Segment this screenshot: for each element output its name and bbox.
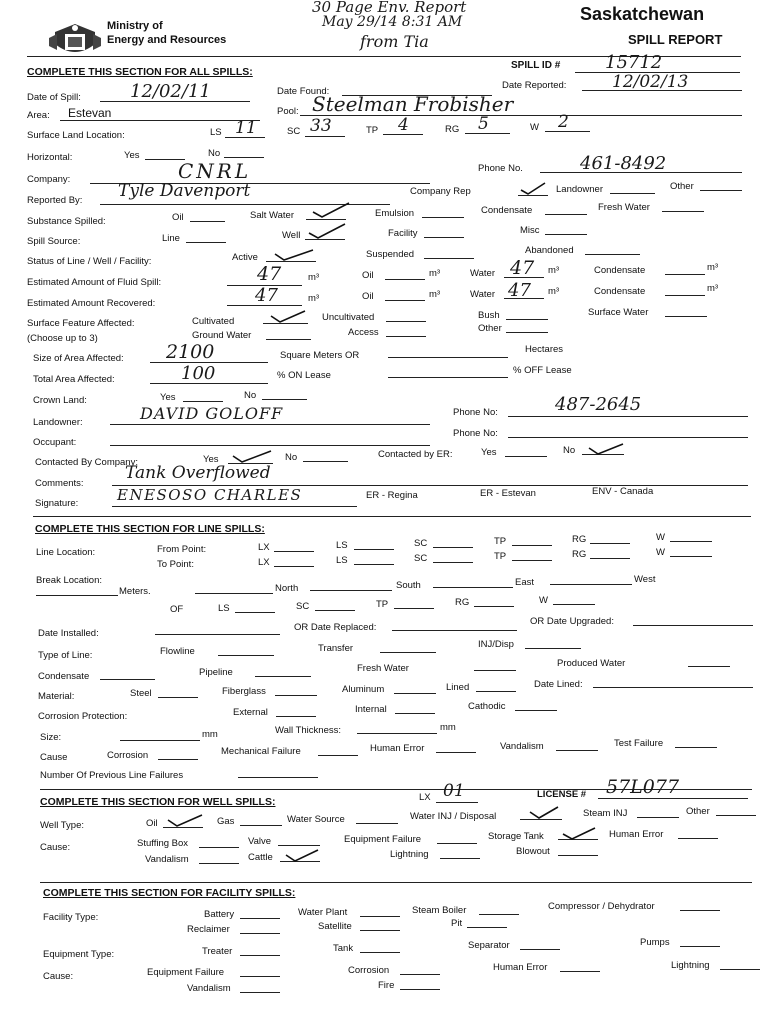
facility-cause-label: Cause:	[43, 971, 74, 982]
water-recovered-value: 47	[508, 280, 531, 301]
to-tp-label: TP	[494, 551, 507, 562]
w-label: W	[530, 122, 539, 133]
company-label: Company:	[27, 174, 71, 185]
other-feature-label: Other	[478, 323, 502, 334]
access-label: Access	[348, 327, 379, 338]
to-lx-label: LX	[258, 557, 270, 568]
source-misc-label: Misc	[520, 225, 540, 236]
phone-label: Phone No.	[478, 163, 523, 174]
of-sc-label: SC	[296, 601, 310, 612]
steel-label: Steel	[130, 688, 152, 699]
er-estevan-label: ER - Estevan	[480, 488, 536, 499]
south-label: South	[396, 580, 421, 591]
cultivated-label: Cultivated	[192, 316, 235, 327]
date-installed-label: Date Installed:	[38, 628, 99, 639]
company-rep-check-icon	[518, 180, 548, 196]
est-recovered-value: 47	[255, 285, 278, 306]
previous-failures-label: Number Of Previous Line Failures	[40, 770, 184, 781]
east-label: East	[515, 577, 535, 588]
recovered-condensate-m3-label: m³	[707, 283, 719, 294]
contacted-yes-label: Yes	[203, 454, 219, 465]
line-vandalism-label: Vandalism	[500, 741, 544, 752]
est-recovered-label: Estimated Amount Recovered:	[27, 298, 156, 309]
water-inj-check-icon	[527, 804, 561, 820]
spill-oil-label: Oil	[362, 270, 374, 281]
from-sc-label: SC	[414, 538, 428, 549]
contacted-by-company-label: Contacted By Company:	[35, 457, 138, 468]
est-spill-label: Estimated Amount of Fluid Spill:	[27, 277, 162, 288]
rg-label: RG	[445, 124, 460, 135]
other-label: Other	[670, 181, 694, 192]
reported-by-value: Tyle Davenport	[118, 181, 251, 201]
comments-value: Tank Overflowed	[125, 463, 271, 483]
external-label: External	[233, 707, 268, 718]
from-tp-label: TP	[494, 536, 507, 547]
spill-id-label: SPILL ID #	[511, 60, 561, 71]
square-meters-label: Square Meters OR	[280, 350, 360, 361]
cattle-check-icon	[283, 847, 321, 863]
valve-label: Valve	[248, 836, 272, 847]
sc-value: 33	[310, 116, 332, 136]
well-type-label: Well Type:	[40, 820, 85, 831]
from-point-label: From Point:	[157, 544, 207, 555]
facility-lightning-label: Lightning	[671, 960, 710, 971]
source-well-label: Well	[282, 230, 301, 241]
phone-value: 461-8492	[580, 153, 667, 174]
steam-inj-label: Steam INJ	[583, 808, 628, 819]
of-label: OF	[170, 604, 184, 615]
handwritten-note-1: 30 Page Env. Report	[312, 0, 467, 16]
of-ls-label: LS	[218, 603, 230, 614]
substance-emulsion-label: Emulsion	[375, 208, 415, 219]
satellite-label: Satellite	[318, 921, 352, 932]
all-spills-heading: COMPLETE THIS SECTION FOR ALL SPILLS:	[27, 66, 253, 78]
pumps-label: Pumps	[640, 937, 670, 948]
spill-source-label: Spill Source:	[27, 236, 81, 247]
from-rg-label: RG	[572, 534, 587, 545]
occupant-label: Occupant:	[33, 437, 77, 448]
status-label: Status of Line / Well / Facility:	[27, 256, 152, 267]
treater-label: Treater	[202, 946, 233, 957]
to-ls-label: LS	[336, 555, 348, 566]
license-value: 57L077	[606, 776, 680, 798]
water-source-label: Water Source	[287, 814, 345, 825]
facility-spills-heading: COMPLETE THIS SECTION FOR FACILITY SPILLS:	[43, 887, 296, 899]
size-area-value: 2100	[166, 341, 215, 363]
flowline-label: Flowline	[160, 646, 195, 657]
line-fresh-water-label: Fresh Water	[357, 663, 409, 674]
landowner-label: Landowner:	[33, 417, 83, 428]
from-lx-label: LX	[258, 542, 270, 553]
ministry-line-1: Ministry of	[107, 20, 163, 32]
substance-label: Substance Spilled:	[27, 216, 106, 227]
line-corrosion-label: Corrosion	[107, 750, 149, 761]
recovered-water-label: Water	[470, 289, 495, 300]
sc-label: SC	[287, 126, 301, 137]
battery-label: Battery	[204, 909, 235, 920]
er-no-label: No	[563, 445, 576, 456]
type-of-line-label: Type of Line:	[38, 650, 93, 661]
well-other-label: Other	[686, 806, 710, 817]
well-gas-label: Gas	[217, 816, 235, 827]
spill-water-label: Water	[470, 268, 495, 279]
tank-label: Tank	[333, 943, 354, 954]
date-of-spill-label: Date of Spill:	[27, 92, 81, 103]
size-mm-label: mm	[202, 729, 218, 740]
salt-water-check-icon	[310, 201, 352, 219]
status-active-label: Active	[232, 252, 258, 263]
recovered-condensate-label: Condensate	[594, 286, 646, 297]
ground-water-label: Ground Water	[192, 330, 252, 341]
or-date-upgraded-label: OR Date Upgraded:	[530, 616, 614, 627]
hectares-label: Hectares	[525, 344, 564, 355]
well-oil-check-icon	[165, 812, 205, 828]
pit-label: Pit	[451, 918, 463, 929]
crown-land-label: Crown Land:	[33, 395, 87, 406]
er-yes-label: Yes	[481, 447, 497, 458]
phone-2-label: Phone No:	[453, 407, 498, 418]
storage-tank-label: Storage Tank	[488, 831, 544, 842]
of-w-label: W	[539, 595, 548, 606]
to-sc-label: SC	[414, 553, 428, 564]
from-ls-label: LS	[336, 540, 348, 551]
contacted-yes-check-icon	[230, 448, 274, 464]
status-suspended-label: Suspended	[366, 249, 415, 260]
date-found-label: Date Found:	[277, 86, 330, 97]
well-vandalism-label: Vandalism	[145, 854, 189, 865]
ls-value: 11	[235, 118, 257, 138]
well-lx-label: LX	[419, 792, 431, 803]
date-reported-label: Date Reported:	[502, 80, 567, 91]
surface-feature-label: Surface Feature Affected:	[27, 318, 135, 329]
recovered-water-m3-label: m³	[548, 286, 560, 297]
pipeline-label: Pipeline	[199, 667, 233, 678]
facility-vandalism-label: Vandalism	[187, 983, 231, 994]
aluminum-label: Aluminum	[342, 684, 385, 695]
saskatchewan-crest-icon	[47, 20, 103, 60]
date-of-spill-value: 12/02/11	[130, 81, 211, 102]
source-facility-label: Facility	[388, 228, 418, 239]
choose-label: (Choose up to 3)	[27, 333, 98, 344]
spill-m3-label: m³	[308, 272, 320, 283]
cattle-label: Cattle	[248, 852, 273, 863]
horizontal-label: Horizontal:	[27, 152, 73, 163]
transfer-label: Transfer	[318, 643, 354, 654]
signature-value: ENESOSO CHARLES	[117, 486, 303, 504]
bush-label: Bush	[478, 310, 500, 321]
break-location-label: Break Location:	[36, 575, 103, 586]
reclaimer-label: Reclaimer	[187, 924, 230, 935]
substance-fresh-water-label: Fresh Water	[598, 202, 650, 213]
date-reported-value: 12/02/13	[612, 72, 689, 92]
wall-thickness-label: Wall Thickness:	[275, 725, 341, 736]
west-label: West	[634, 574, 656, 585]
pool-label: Pool:	[277, 106, 299, 117]
compressor-label: Compressor / Dehydrator	[548, 901, 655, 912]
spill-condensate-m3-label: m³	[707, 262, 719, 273]
substance-condensate-label: Condensate	[481, 205, 533, 216]
on-lease-label: % ON Lease	[277, 370, 331, 381]
water-plant-label: Water Plant	[298, 907, 348, 918]
material-label: Material:	[38, 691, 75, 702]
rg-value: 5	[478, 114, 489, 134]
well-lightning-label: Lightning	[390, 849, 429, 860]
landowner-option-label: Landowner	[556, 184, 604, 195]
landowner-value: DAVID GOLOFF	[140, 404, 284, 423]
north-label: North	[275, 583, 299, 594]
off-lease-label: % OFF Lease	[513, 365, 572, 376]
facility-equipment-failure-label: Equipment Failure	[147, 967, 225, 978]
contacted-er-label: Contacted by ER:	[378, 449, 453, 460]
facility-corrosion-label: Corrosion	[348, 965, 390, 976]
surface-land-label: Surface Land Location:	[27, 130, 125, 141]
spill-id-value: 15712	[605, 52, 663, 73]
line-condensate-label: Condensate	[38, 671, 90, 682]
recovered-oil-m3-label: m³	[429, 289, 441, 300]
substance-salt-water-label: Salt Water	[250, 210, 294, 221]
active-check-icon	[272, 246, 316, 262]
total-area-label: Total Area Affected:	[33, 374, 115, 385]
surface-water-label: Surface Water	[588, 307, 649, 318]
env-canada-label: ENV - Canada	[592, 486, 654, 497]
horizontal-yes-label: Yes	[124, 150, 140, 161]
total-area-value: 100	[181, 363, 216, 384]
horizontal-no-label: No	[208, 148, 221, 159]
status-abandoned-label: Abandoned	[525, 245, 574, 256]
w-value: 2	[558, 112, 569, 132]
from-w-label: W	[656, 532, 665, 543]
well-human-error-label: Human Error	[609, 829, 664, 840]
date-lined-label: Date Lined:	[534, 679, 583, 690]
uncultivated-label: Uncultivated	[322, 312, 375, 323]
er-no-check-icon	[586, 440, 626, 456]
size-label: Size:	[40, 732, 62, 743]
province-title: Saskatchewan	[580, 4, 705, 24]
phone-3-label: Phone No:	[453, 428, 498, 439]
phone-2-value: 487-2645	[555, 394, 642, 415]
handwritten-note-2: May 29/14 8:31 AM	[322, 14, 463, 30]
ministry-line-2: Energy and Resources	[107, 34, 227, 46]
spill-condensate-label: Condensate	[594, 265, 646, 276]
line-human-error-label: Human Error	[370, 743, 425, 754]
fiberglass-label: Fiberglass	[222, 686, 266, 697]
line-spills-heading: COMPLETE THIS SECTION FOR LINE SPILLS:	[35, 523, 265, 535]
source-line-label: Line	[162, 233, 180, 244]
form-title: SPILL REPORT	[628, 32, 723, 47]
contacted-no-label: No	[285, 452, 298, 463]
tp-value: 4	[398, 115, 409, 135]
license-label: LICENSE #	[537, 789, 587, 800]
well-lx-value: 01	[443, 781, 465, 801]
well-spills-heading: COMPLETE THIS SECTION FOR WELL SPILLS:	[40, 796, 276, 808]
line-cause-label: Cause	[40, 752, 68, 763]
produced-water-label: Produced Water	[557, 658, 626, 669]
ls-label: LS	[210, 127, 222, 138]
reported-by-label: Reported By:	[27, 195, 83, 206]
internal-label: Internal	[355, 704, 387, 715]
fire-label: Fire	[378, 980, 395, 991]
comments-label: Comments:	[35, 478, 84, 489]
to-rg-label: RG	[572, 549, 587, 560]
wall-mm-label: mm	[440, 722, 456, 733]
spill-oil-m3-label: m³	[429, 268, 441, 279]
area-value: Estevan	[68, 106, 112, 120]
pool-value: Steelman Frobisher	[312, 92, 514, 116]
crown-yes-label: Yes	[160, 392, 176, 403]
company-rep-label: Company Rep	[410, 186, 471, 197]
storage-tank-check-icon	[560, 825, 598, 841]
lined-label: Lined	[446, 682, 470, 693]
mechanical-failure-label: Mechanical Failure	[221, 746, 301, 757]
equipment-failure-label: Equipment Failure	[344, 834, 422, 845]
crown-no-label: No	[244, 390, 257, 401]
tp-label: TP	[366, 125, 379, 136]
facility-human-error-label: Human Error	[493, 962, 548, 973]
water-inj-label: Water INJ / Disposal	[410, 811, 497, 822]
signature-label: Signature:	[35, 498, 79, 509]
corrosion-protection-label: Corrosion Protection:	[38, 711, 128, 722]
or-date-replaced-label: OR Date Replaced:	[294, 622, 377, 633]
well-cause-label: Cause:	[40, 842, 71, 853]
equipment-type-label: Equipment Type:	[43, 949, 115, 960]
company-value: CNRL	[178, 159, 252, 183]
line-location-label: Line Location:	[36, 547, 96, 558]
cultivated-check-icon	[268, 308, 308, 324]
test-failure-label: Test Failure	[614, 738, 664, 749]
stuffing-box-label: Stuffing Box	[137, 838, 189, 849]
to-point-label: To Point:	[157, 559, 194, 570]
meters-label: Meters.	[119, 586, 151, 597]
est-spill-value: 47	[257, 263, 282, 285]
separator-label: Separator	[468, 940, 510, 951]
to-w-label: W	[656, 547, 665, 558]
well-check-icon	[306, 222, 348, 240]
recovered-m3-label: m³	[308, 293, 320, 304]
substance-oil-label: Oil	[172, 212, 184, 223]
blowout-label: Blowout	[516, 846, 550, 857]
of-rg-label: RG	[455, 597, 470, 608]
well-oil-label: Oil	[146, 818, 158, 829]
area-label: Area:	[27, 110, 50, 121]
recovered-oil-label: Oil	[362, 291, 374, 302]
spill-water-m3-label: m³	[548, 265, 560, 276]
steam-boiler-label: Steam Boiler	[412, 905, 467, 916]
er-regina-label: ER - Regina	[366, 490, 418, 501]
injdisp-label: INJ/Disp	[478, 639, 514, 650]
water-spill-value: 47	[510, 257, 535, 279]
size-area-label: Size of Area Affected:	[33, 353, 124, 364]
handwritten-note-3: from Tia	[360, 32, 429, 51]
cathodic-label: Cathodic	[468, 701, 506, 712]
of-tp-label: TP	[376, 599, 389, 610]
facility-type-label: Facility Type:	[43, 912, 99, 923]
